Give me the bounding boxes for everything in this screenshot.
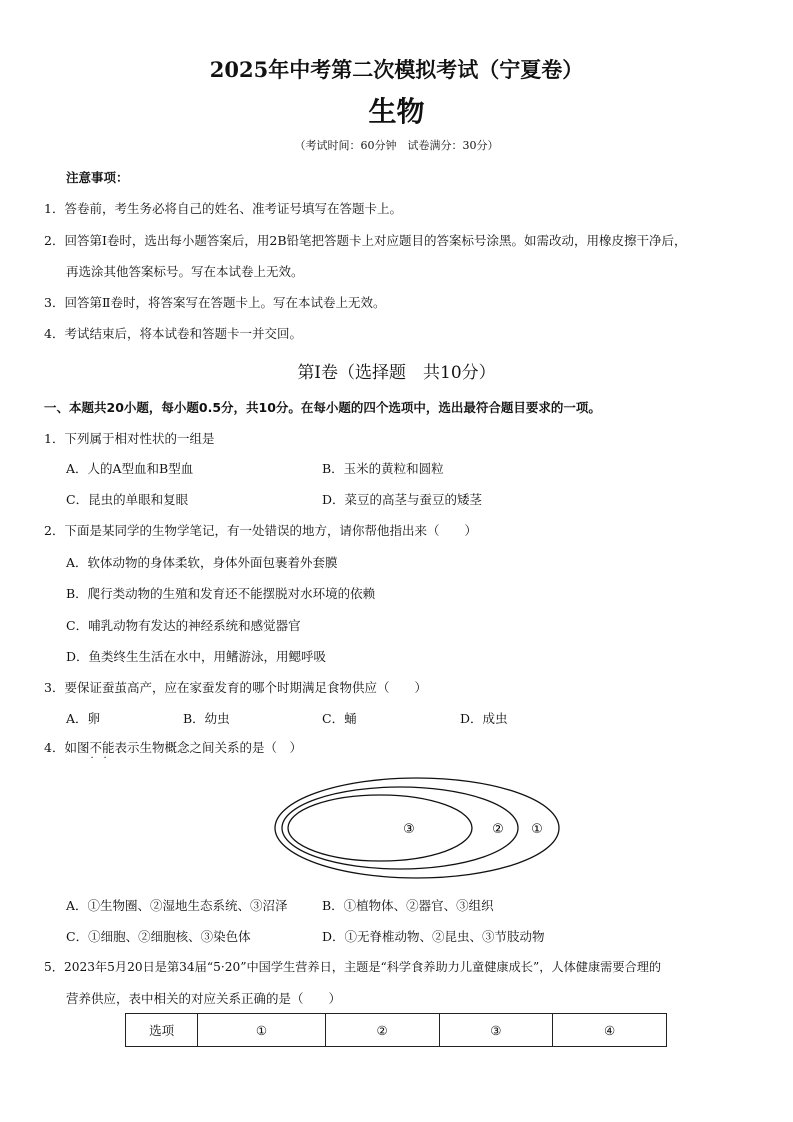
q2-option-d: D．鱼类终生生活在水中，用鳍游泳，用鳃呼吸 bbox=[66, 649, 327, 664]
q3-stem: 3．要保证蚕茧高产，应在家蚕发育的哪个时期满足食物供应（ ） bbox=[44, 680, 427, 695]
q4-stem-emphasis: 不能 · · bbox=[89, 740, 115, 764]
q3-option-c: C．蛹 bbox=[322, 711, 357, 726]
nested-ellipse-diagram bbox=[270, 774, 570, 884]
q4-option-b: B．①植物体、②器官、③组织 bbox=[322, 898, 494, 913]
q2-stem: 2．下面是某同学的生物学笔记，有一处错误的地方，请你帮他指出来（ ） bbox=[44, 523, 477, 538]
q4-stem-post: 表示生物概念之间关系的是（ ） bbox=[114, 740, 302, 755]
q5-stem-line1: 5．2023年5月20日是第34届“5·20”中国学生营养日，主题是“科学食养助力儿童健康成长”，人体健康需要合理的 bbox=[44, 960, 662, 974]
q5-table bbox=[125, 1013, 667, 1047]
ellipse-outer bbox=[275, 778, 559, 878]
section-instruction: 一、本题共20小题，每小题0.5分，共10分。在每小题的四个选项中，选出最符合题目要求的一项。 bbox=[44, 400, 601, 415]
q5-stem-line2: 营养供应，表中相关的对应关系正确的是（ ） bbox=[66, 991, 342, 1006]
label-1: ① bbox=[531, 822, 543, 837]
q3-option-b: B．幼虫 bbox=[183, 711, 230, 726]
table-header-row bbox=[126, 1014, 667, 1047]
q1-option-a: A．人的A型血和B型血 bbox=[66, 461, 194, 476]
exam-title: 2025年中考第二次模拟考试（宁夏卷） bbox=[209, 57, 584, 82]
note-item-2-cont: 再选涂其他答案标号。写在本试卷上无效。 bbox=[66, 264, 304, 279]
ellipse-inner bbox=[288, 795, 472, 861]
table-header-cell: ② bbox=[325, 1014, 439, 1047]
table-header-cell: ① bbox=[198, 1014, 326, 1047]
note-item-1: 1．答卷前，考生务必将自己的姓名、准考证号填写在答题卡上。 bbox=[44, 201, 402, 216]
q2-option-b: B．爬行类动物的生殖和发育还不能摆脱对水环境的依赖 bbox=[66, 586, 376, 601]
q2-option-c: C．哺乳动物有发达的神经系统和感觉器官 bbox=[66, 618, 301, 633]
q2-option-a: A．软体动物的身体柔软，身体外面包裹着外套膜 bbox=[66, 555, 338, 570]
notes-heading: 注意事项： bbox=[66, 170, 129, 185]
q3-option-a: A．卵 bbox=[66, 711, 101, 726]
q1-option-d: D．菜豆的高茎与蚕豆的矮茎 bbox=[322, 492, 483, 507]
q4-stem bbox=[44, 738, 302, 764]
table-header-cell: ④ bbox=[553, 1014, 667, 1047]
q1-option-c: C．昆虫的单眼和复眼 bbox=[66, 492, 189, 507]
label-3: ③ bbox=[403, 822, 415, 837]
exam-info: （考试时间：60分钟 试卷满分：30分） bbox=[294, 139, 499, 152]
q1-option-b: B．玉米的黄粒和圆粒 bbox=[322, 461, 444, 476]
note-item-3: 3．回答第Ⅱ卷时，将答案写在答题卡上。写在本试卷上无效。 bbox=[44, 295, 386, 310]
label-2: ② bbox=[492, 822, 504, 837]
q4-option-d: D．①无脊椎动物、②昆虫、③节肢动物 bbox=[322, 929, 545, 944]
q1-stem: 1．下列属于相对性状的一组是 bbox=[44, 431, 215, 446]
subject-title: 生物 bbox=[368, 95, 425, 128]
q4-stem-pre: 4．如图 bbox=[44, 740, 90, 755]
note-item-4: 4．考试结束后，将本试卷和答题卡一并交回。 bbox=[44, 326, 302, 341]
section-title: 第Ⅰ卷（选择题 共10分） bbox=[297, 363, 496, 383]
q4-option-a: A．①生物圈、②湿地生态系统、③沼泽 bbox=[66, 898, 288, 913]
note-item-2: 2．回答第Ⅰ卷时，选出每小题答案后，用2B铅笔把答题卡上对应题目的答案标号涂黑。如需改动，用橡皮擦干净后， bbox=[44, 233, 687, 248]
q4-option-c: C．①细胞、②细胞核、③染色体 bbox=[66, 929, 251, 944]
table-header-cell: ③ bbox=[439, 1014, 553, 1047]
table-header-cell: 选项 bbox=[126, 1014, 198, 1047]
ellipse-middle bbox=[282, 787, 518, 869]
q3-option-d: D．成虫 bbox=[460, 711, 508, 726]
